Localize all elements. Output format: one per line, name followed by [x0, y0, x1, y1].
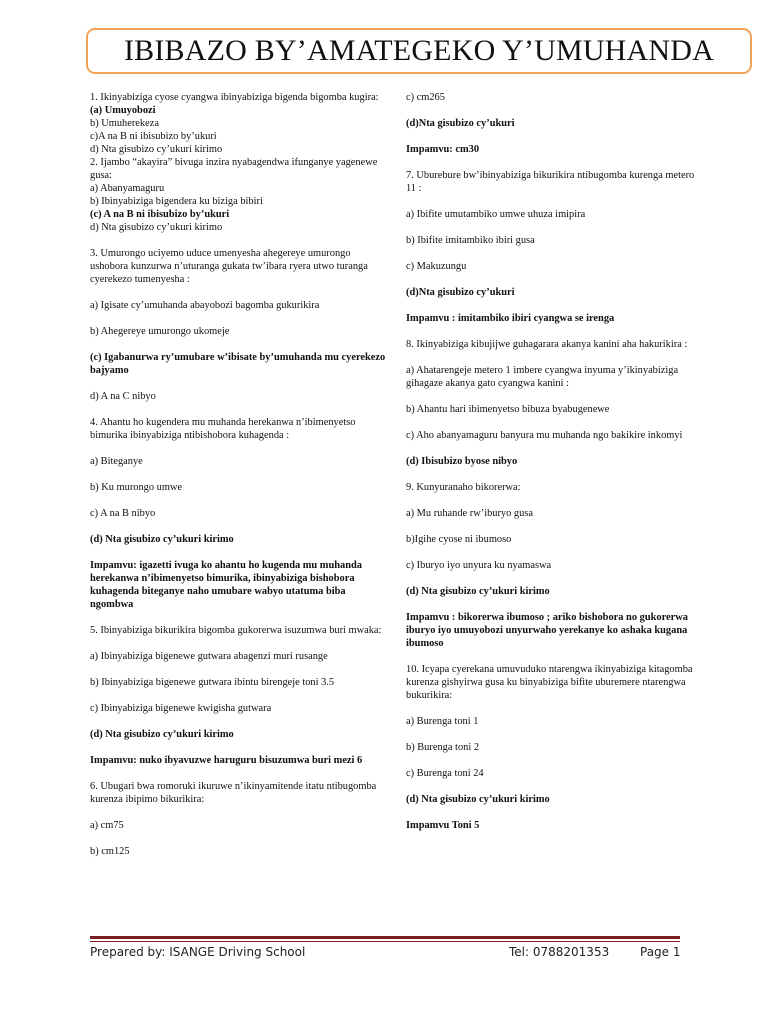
right-column-paragraph: c) Iburyo iyo unyura ku nyamaswa: [406, 560, 552, 571]
left-column-paragraph: d) Nta gisubizo cy’ukuri kirimo: [90, 222, 223, 233]
footer-telephone: Tel: 0788201353: [509, 945, 610, 959]
right-column-paragraph: (d) Ibisubizo byose nibyo: [406, 456, 518, 467]
left-column-paragraph: a) Igisate cy’umuhanda abayobozi bagomba gukurikira: [90, 300, 320, 311]
left-column-paragraph: 1. Ikinyabiziga cyose cyangwa ibinyabiziga bigenda bigomba kugira:: [90, 92, 379, 103]
left-column-paragraph: 4. Ahantu ho kugendera mu muhanda herekanwa n’ibimenyetso bimurika ibinyabiziga ntibishobora kuhagenda :: [90, 417, 356, 441]
document-title: IBIBAZO BY’AMATEGEKO Y’UMUHANDA: [123, 34, 715, 67]
footer-rule: [90, 936, 680, 939]
left-column-paragraph: Impamvu: igazetti ivuga ko ahantu ho kugenda mu muhanda herekanwa n’ibimenyetso bimurika, ibinyabiziga bishobora kuhagenda biteganye naho umubare wabyo utatuma biba ngombwa: [90, 560, 362, 610]
left-column-paragraph: (c) Igabanurwa ry’umubare w’ibisate by’umuhanda mu cyerekezo bajyamo: [90, 352, 386, 376]
left-column-paragraph: c) A na B nibyo: [90, 508, 156, 519]
left-column-paragraph: b) Ibinyabiziga bigenewe gutwara ibintu birengeje toni 3.5: [90, 677, 335, 688]
right-column-paragraph: a) Mu ruhande rw’iburyo gusa: [406, 508, 533, 519]
right-column-paragraph: Impamvu: cm30: [406, 144, 480, 155]
right-column-paragraph: Impamvu Toni 5: [406, 820, 480, 831]
left-column-paragraph: a) Abanyamaguru: [90, 183, 165, 194]
left-column-paragraph: b) Umuherekeza: [90, 118, 159, 129]
left-column-paragraph: (d) Nta gisubizo cy’ukuri kirimo: [90, 534, 234, 545]
left-column-paragraph: b) Ku murongo umwe: [90, 482, 183, 493]
left-column-paragraph: b) Ibinyabiziga bigendera ku biziga bibiri: [90, 196, 263, 207]
left-column-paragraph: c) Ibinyabiziga bigenewe kwigisha gutwara: [90, 703, 272, 714]
right-column-paragraph: 9. Kunyuranaho bikorerwa:: [406, 482, 521, 493]
right-column-paragraph: Impamvu : bikorerwa ibumoso ; ariko bishobora no gukorerwa iburyo iyo umuyobozi unyurwaho yerekanye ko ashaka kugana ibumoso: [406, 612, 688, 649]
left-column-paragraph: a) Ibinyabiziga bigenewe gutwara abagenzi muri rusange: [90, 651, 328, 662]
right-column-paragraph: (d) Nta gisubizo cy’ukuri kirimo: [406, 586, 550, 597]
right-column-paragraph: Impamvu : imitambiko ibiri cyangwa se irenga: [406, 313, 615, 324]
right-column-paragraph: b) Ibifite imitambiko ibiri gusa: [406, 235, 535, 246]
right-column-paragraph: 8. Ikinyabiziga kibujijwe guhagarara akanya kanini aha hakurikira :: [406, 339, 688, 350]
footer-rule-thin: [90, 941, 680, 942]
left-column-paragraph: c)A na B ni ibisubizo by’ukuri: [90, 131, 217, 142]
left-column-paragraph: d) A na C nibyo: [90, 391, 156, 402]
left-column: [90, 91, 390, 858]
left-column-paragraph: 3. Umurongo uciyemo uduce umenyesha ahegereye umurongo ushobora kunzurwa n’uturanga gukata tw’ibara ryera utwo turanga cyerekezo tumenyesha :: [90, 248, 368, 285]
title-box: [86, 28, 752, 74]
right-column-paragraph: a) Ahatarengeje metero 1 imbere cyangwa inyuma y’ikinyabiziga gihagaze akanya gato cyangwa kanini :: [406, 365, 679, 389]
right-column-paragraph: c) cm265: [406, 92, 445, 103]
left-column-paragraph: 5. Ibinyabiziga bikurikira bigomba gukorerwa isuzumwa buri mwaka:: [90, 625, 382, 636]
left-column-paragraph: Impamvu: nuko ibyavuzwe haruguru bisuzumwa buri mezi 6: [90, 755, 363, 766]
right-column-paragraph: (d)Nta gisubizo cy’ukuri: [406, 287, 515, 298]
right-column-paragraph: b) Burenga toni 2: [406, 742, 480, 753]
left-column-paragraph: (a) Umuyobozi: [90, 105, 156, 116]
left-column-paragraph: 2. Ijambo “akayira” bivuga inzira nyabagendwa ifunganye yagenewe gusa:: [90, 157, 378, 181]
left-column-paragraph: b) Ahegereye umurongo ukomeje: [90, 326, 230, 337]
right-column-paragraph: c) Burenga toni 24: [406, 768, 484, 779]
left-column-paragraph: a) cm75: [90, 820, 124, 831]
right-column-paragraph: c) Aho abanyamaguru banyura mu muhanda ngo bakikire inkomyi: [406, 430, 683, 441]
left-column-paragraph: d) Nta gisubizo cy’ukuri kirimo: [90, 144, 223, 155]
left-column-paragraph: b) cm125: [90, 846, 130, 857]
right-column-paragraph: b) Ahantu hari ibimenyetso bibuza byabugenewe: [406, 404, 610, 415]
right-column-paragraph: a) Burenga toni 1: [406, 716, 479, 727]
footer-page-number: Page 1: [640, 945, 681, 959]
left-column-paragraph: (d) Nta gisubizo cy’ukuri kirimo: [90, 729, 234, 740]
left-column-paragraph: (c) A na B ni ibisubizo by’ukuri: [90, 209, 230, 220]
left-column-paragraph: a) Biteganye: [90, 456, 143, 467]
left-column-paragraph: 6. Ubugari bwa romoruki ikuruwe n’ikinyamitende itatu ntibugomba kurenza ibipimo bikurikira:: [90, 781, 377, 805]
right-column-paragraph: 7. Uburebure bw’ibinyabiziga bikurikira ntibugomba kurenga metero 11 :: [406, 170, 695, 194]
right-column-paragraph: (d) Nta gisubizo cy’ukuri kirimo: [406, 794, 550, 805]
right-column-paragraph: a) Ibifite umutambiko umwe uhuza imipira: [406, 209, 586, 220]
right-column-paragraph: (d)Nta gisubizo cy’ukuri: [406, 118, 515, 129]
right-column-paragraph: 10. Icyapa cyerekana umuvuduko ntarengwa ikinyabiziga kitagomba kurenza gishyirwa gusa ku binyabiziga bifite uburemere ntarengwa bukurikira:: [406, 664, 693, 701]
right-column-paragraph: b)Igihe cyose ni ibumoso: [406, 534, 512, 545]
footer-prepared-by: Prepared by: ISANGE Driving School: [90, 945, 306, 959]
right-column-paragraph: c) Makuzungu: [406, 261, 467, 272]
right-column: [406, 91, 698, 832]
